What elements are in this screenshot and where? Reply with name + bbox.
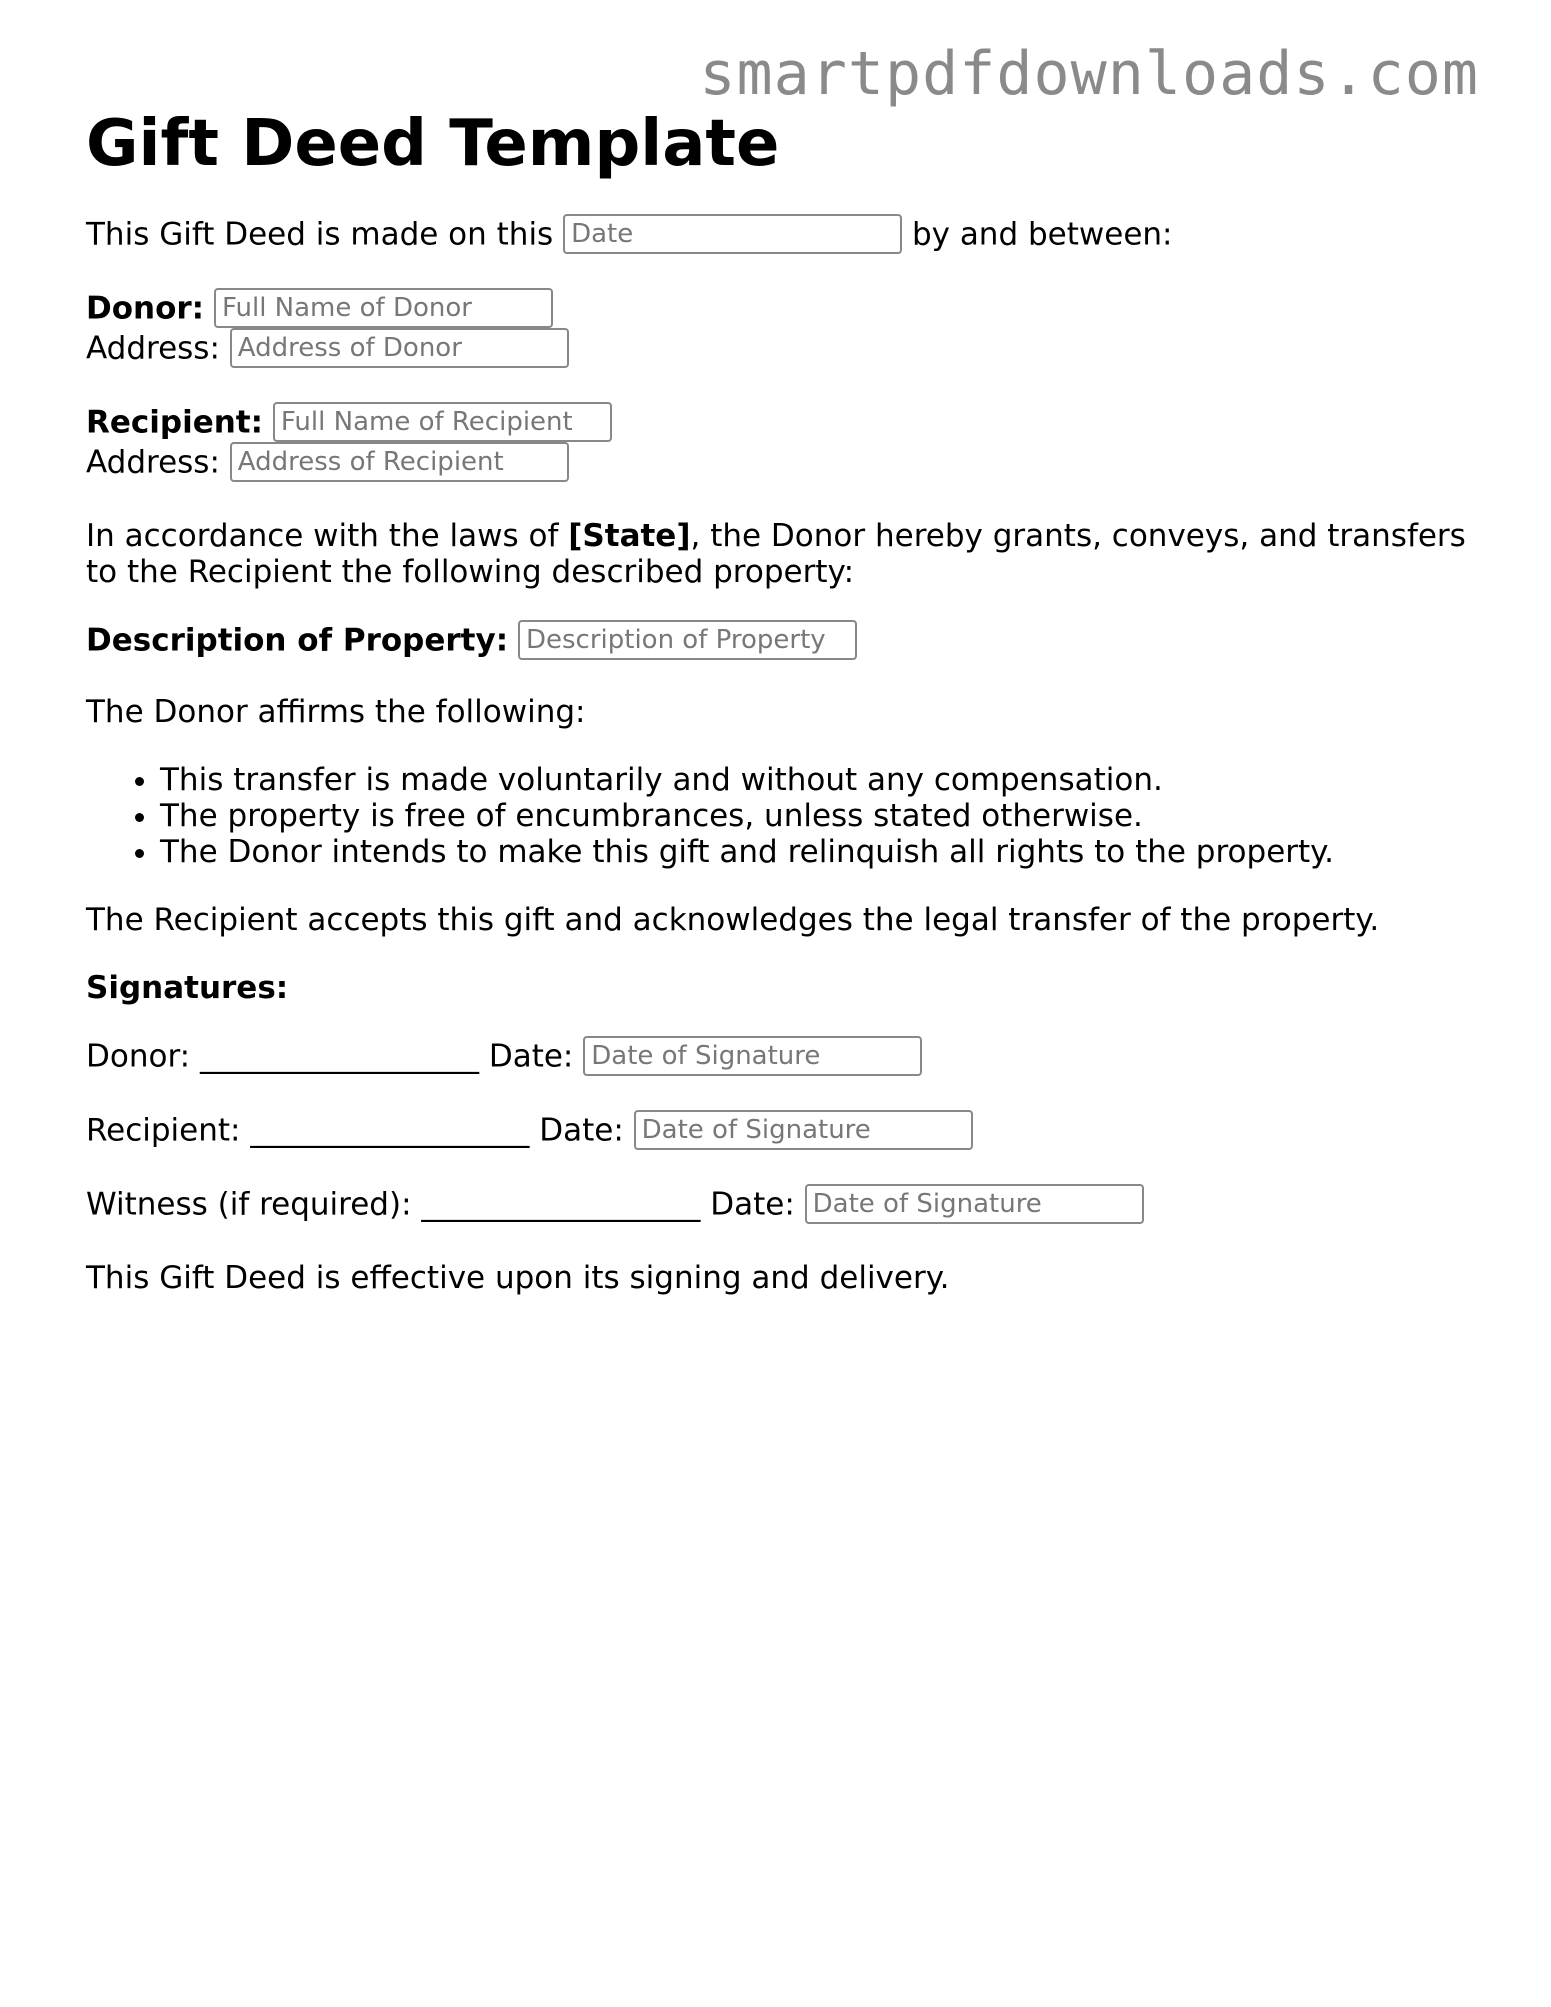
recipient-address-label: Address:: [86, 444, 220, 481]
document-page: [86, 104, 1476, 1296]
list-item: • The property is free of encumbrances, unless stated otherwise.: [160, 798, 1476, 834]
witness-date-label: Date:: [710, 1186, 795, 1223]
donor-signature-line: [86, 1038, 1476, 1078]
witness-signature-line: [86, 1186, 1476, 1226]
grant-text-after: , the Donor hereby grants, conveys, and transfers to the Recipient the following described property:: [86, 518, 1466, 590]
intro-text-after: by and between:: [911, 216, 1173, 253]
recipient-address-line: [86, 444, 1476, 484]
witness-signature-date-field[interactable]: Date of Signature: [805, 1184, 1144, 1224]
recipient-label: Recipient:: [86, 404, 264, 441]
recipient-signature-line: [86, 1112, 1476, 1152]
intro-text-before: This Gift Deed is made on this: [86, 216, 554, 253]
witness-signature-blank: __________________: [421, 1186, 701, 1223]
list-item: • The Donor intends to make this gift and relinquish all rights to the property.: [160, 834, 1476, 870]
list-item: • This transfer is made voluntarily and without any compensation.: [160, 762, 1476, 798]
recipient-date-label: Date:: [539, 1112, 624, 1149]
recipient-address-field[interactable]: Address of Recipient: [230, 442, 569, 482]
property-description-field[interactable]: Description of Property: [518, 620, 857, 660]
recipient-name-line: [86, 404, 1476, 444]
watermark: smartpdfdownloads.com: [699, 39, 1479, 109]
property-label: Description of Property:: [86, 622, 509, 659]
affirms-intro: The Donor affirms the following:: [86, 694, 586, 730]
donor-address-label: Address:: [86, 330, 220, 367]
intro-line: [86, 216, 1476, 256]
recipient-name-field[interactable]: Full Name of Recipient: [273, 402, 612, 442]
donor-signature-label: Donor:: [86, 1038, 191, 1075]
signatures-heading-text: Signatures:: [86, 970, 289, 1006]
page-title: Gift Deed Template: [86, 107, 780, 181]
donor-signature-date-field[interactable]: Date of Signature: [583, 1036, 922, 1076]
recipient-signature-label: Recipient:: [86, 1112, 241, 1149]
signatures-heading: [86, 970, 1476, 1006]
donor-address-line: [86, 330, 1476, 370]
donor-date-label: Date:: [488, 1038, 574, 1075]
donor-label: Donor:: [86, 290, 205, 327]
donor-name-line: [86, 290, 1476, 330]
witness-signature-label: Witness (if required):: [86, 1186, 412, 1223]
acceptance-paragraph: The Recipient accepts this gift and acknowledges the legal transfer of the property.: [86, 902, 1380, 938]
recipient-section: [86, 404, 1476, 484]
deed-date-field[interactable]: Date: [563, 214, 902, 254]
donor-section: [86, 290, 1476, 370]
donor-name-field[interactable]: Full Name of Donor: [214, 288, 553, 328]
grant-paragraph: [86, 518, 1476, 590]
donor-signature-blank: __________________: [199, 1038, 479, 1075]
closing-paragraph: This Gift Deed is effective upon its signing and delivery.: [86, 1260, 950, 1296]
grant-text-before: In accordance with the laws of: [86, 518, 559, 554]
donor-address-field[interactable]: Address of Donor: [230, 328, 569, 368]
property-line: [86, 622, 1476, 662]
recipient-signature-date-field[interactable]: Date of Signature: [634, 1110, 973, 1150]
affirmations-list: [86, 762, 1476, 870]
state-placeholder: [State]: [568, 518, 691, 554]
recipient-signature-blank: __________________: [250, 1112, 530, 1149]
